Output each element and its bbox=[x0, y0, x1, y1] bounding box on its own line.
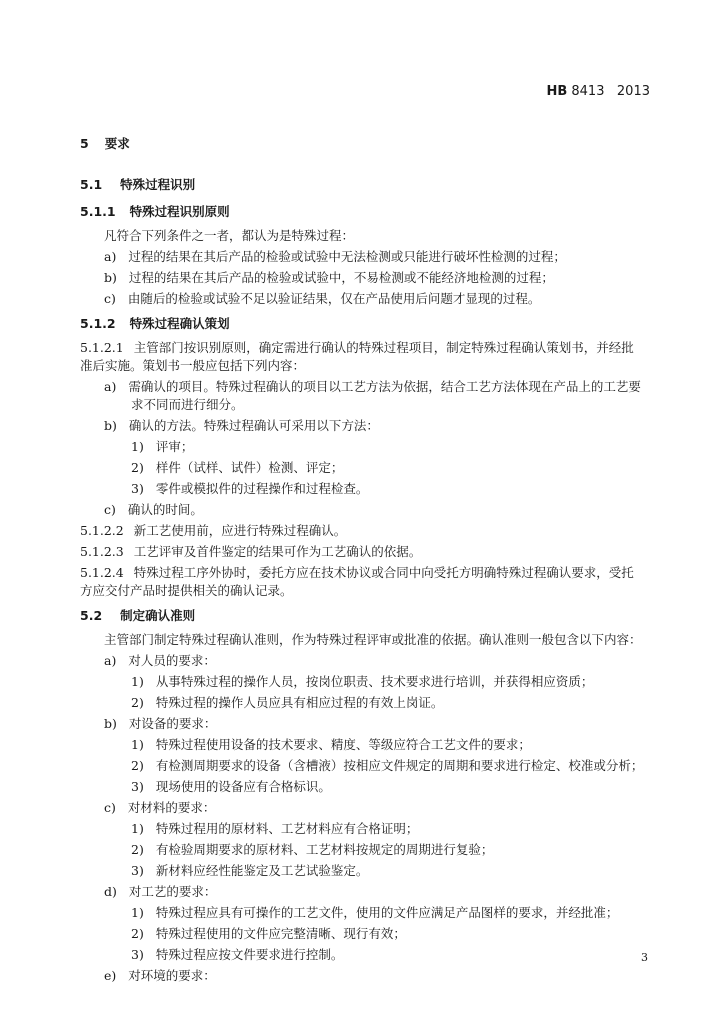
paragraph-line bbox=[104, 716, 216, 732]
clause-number: b) bbox=[104, 418, 117, 433]
paragraph-line bbox=[104, 379, 641, 395]
clause-number: b) bbox=[104, 716, 117, 731]
clause-text: 特殊过程使用的文件应完整清晰、现行有效； bbox=[155, 926, 406, 941]
clause-number: 1) bbox=[131, 905, 144, 920]
clause-number: 5.1.2.2 bbox=[80, 523, 124, 538]
clause-text: 评审； bbox=[155, 439, 194, 454]
section-heading bbox=[80, 608, 195, 624]
paragraph-line bbox=[131, 926, 406, 942]
paragraph-line bbox=[131, 779, 331, 795]
paragraph-line bbox=[131, 821, 418, 837]
clause-text: 特殊过程应具有可操作的工艺文件，使用的文件应满足产品图样的要求，并经批准； bbox=[155, 905, 619, 920]
clause-text: 确认的方法。特殊过程确认可采用以下方法： bbox=[128, 418, 379, 433]
clause-text: 对设备的要求： bbox=[128, 716, 217, 731]
clause-text: 零件或模拟件的过程操作和过程检查。 bbox=[155, 481, 369, 496]
clause-text: 新工艺使用前，应进行特殊过程确认。 bbox=[133, 523, 347, 538]
clause-text: 凡符合下列条件之一者，都认为是特殊过程： bbox=[104, 228, 355, 243]
clause-text: 有检验周期要求的原材料、工艺材料按规定的周期进行复验； bbox=[155, 842, 494, 857]
paragraph-line bbox=[131, 842, 493, 858]
clause-text: 方应交付产品时提供相关的确认记录。 bbox=[80, 583, 293, 598]
section-heading bbox=[80, 204, 230, 220]
paragraph-line bbox=[80, 523, 346, 539]
paragraph-line bbox=[80, 340, 634, 356]
clause-number: 5.1.2.3 bbox=[80, 544, 124, 559]
paragraph-line bbox=[131, 674, 593, 690]
paragraph-line bbox=[104, 884, 216, 900]
clause-text: 对人员的要求： bbox=[128, 653, 216, 668]
clause-text: 主管部门制定特殊过程确认准则，作为特殊过程评审或批准的依据。确认准则一般包含以下内容： bbox=[104, 632, 642, 647]
paragraph-line bbox=[80, 565, 634, 581]
clause-text: 准后实施。策划书一般应包括下列内容： bbox=[80, 358, 306, 373]
paragraph-line bbox=[104, 418, 379, 434]
clause-number: 2) bbox=[131, 758, 144, 773]
clause-number: 3) bbox=[131, 481, 144, 496]
clause-text: 特殊过程识别 bbox=[120, 177, 196, 192]
clause-number: e) bbox=[104, 968, 117, 983]
clause-text: 制定确认准则 bbox=[120, 608, 196, 623]
clause-number: 1) bbox=[131, 737, 144, 752]
clause-text: 求不同而进行细分。 bbox=[131, 397, 244, 412]
clause-number: 3) bbox=[131, 863, 144, 878]
paragraph-line bbox=[104, 249, 566, 265]
clause-number: 5.2 bbox=[80, 608, 103, 623]
clause-text: 特殊过程用的原材料、工艺材料应有合格证明； bbox=[155, 821, 419, 836]
standard-code: 8413 bbox=[571, 84, 605, 99]
clause-number: a) bbox=[104, 379, 117, 394]
clause-text: 特殊过程识别原则 bbox=[129, 204, 230, 219]
paragraph-line bbox=[131, 863, 368, 879]
paragraph-line bbox=[104, 632, 642, 648]
clause-number: 5.1.2.1 bbox=[80, 340, 124, 355]
clause-number: 5.1 bbox=[80, 177, 103, 192]
clause-number: 5.1.2.4 bbox=[80, 565, 124, 580]
clause-text: 主管部门按识别原则，确定需进行确认的特殊过程项目，制定特殊过程确认策划书，并经批 bbox=[133, 340, 634, 355]
clause-text: 要求 bbox=[104, 136, 130, 151]
paragraph-line bbox=[104, 502, 203, 518]
clause-number: 2) bbox=[131, 926, 144, 941]
clause-text: 现场使用的设备应有合格标识。 bbox=[155, 779, 331, 794]
paragraph-line bbox=[104, 968, 216, 984]
paragraph-line bbox=[104, 800, 215, 816]
clause-text: 需确认的项目。特殊过程确认的项目以工艺方法为依据，结合工艺方法体现在产品上的工艺要 bbox=[128, 379, 641, 394]
clause-number: 3) bbox=[131, 779, 144, 794]
clause-number: 3) bbox=[131, 947, 144, 962]
clause-text: 特殊过程使用设备的技术要求、精度、等级应符合工艺文件的要求； bbox=[155, 737, 531, 752]
clause-text: 特殊过程的操作人员应具有相应过程的有效上岗证。 bbox=[155, 695, 444, 710]
clause-text: 特殊过程工序外协时，委托方应在技术协议或合同中向受托方明确特殊过程确认要求，受托 bbox=[133, 565, 634, 580]
section-heading bbox=[80, 316, 230, 332]
clause-number: b) bbox=[104, 270, 117, 285]
clause-number: 1) bbox=[131, 674, 144, 689]
paragraph-line bbox=[131, 397, 244, 413]
paragraph-line bbox=[131, 905, 618, 921]
paragraph-line bbox=[80, 544, 421, 560]
clause-text: 特殊过程应按文件要求进行控制。 bbox=[155, 947, 344, 962]
clause-number: 1) bbox=[131, 821, 144, 836]
clause-text: 对工艺的要求： bbox=[128, 884, 217, 899]
paragraph-line bbox=[131, 947, 343, 963]
clause-number: 2) bbox=[131, 842, 144, 857]
clause-text: 新材料应经性能鉴定及工艺试验鉴定。 bbox=[155, 863, 369, 878]
clause-number: 5.1.2 bbox=[80, 316, 116, 331]
clause-text: 样件（试样、试件）检测、评定； bbox=[155, 460, 344, 475]
clause-number: 2) bbox=[131, 695, 144, 710]
paragraph-line bbox=[131, 460, 343, 476]
clause-text: 工艺评审及首件鉴定的结果可作为工艺确认的依据。 bbox=[133, 544, 422, 559]
paragraph-line bbox=[104, 228, 354, 244]
standard-prefix: HB bbox=[546, 84, 568, 99]
clause-number: 2) bbox=[131, 460, 144, 475]
clause-number: d) bbox=[104, 884, 117, 899]
clause-text: 从事特殊过程的操作人员，按岗位职责、技术要求进行培训，并获得相应资质； bbox=[155, 674, 594, 689]
clause-number: a) bbox=[104, 249, 117, 264]
clause-text: 特殊过程确认策划 bbox=[129, 316, 230, 331]
standard-year: 2013 bbox=[616, 84, 650, 99]
clause-number: 5.1.1 bbox=[80, 204, 116, 219]
paragraph-line bbox=[131, 737, 531, 753]
clause-text: 确认的时间。 bbox=[127, 502, 203, 517]
page-header bbox=[546, 84, 650, 99]
clause-number: c) bbox=[104, 800, 116, 815]
page-number: 3 bbox=[641, 951, 648, 964]
clause-number: c) bbox=[104, 291, 116, 306]
clause-text: 对材料的要求： bbox=[127, 800, 216, 815]
clause-number: c) bbox=[104, 502, 116, 517]
paragraph-line bbox=[80, 583, 293, 599]
paragraph-line bbox=[80, 358, 305, 374]
paragraph-line bbox=[104, 291, 540, 307]
clause-text: 过程的结果在其后产品的检验或试验中，不易检测或不能经济地检测的过程； bbox=[128, 270, 554, 285]
section-heading bbox=[80, 177, 195, 193]
clause-text: 过程的结果在其后产品的检验或试验中无法检测或只能进行破坏性检测的过程； bbox=[128, 249, 566, 264]
paragraph-line bbox=[104, 653, 216, 669]
paragraph-line bbox=[131, 695, 443, 711]
clause-number: 5 bbox=[80, 136, 89, 151]
clause-number: a) bbox=[104, 653, 117, 668]
paragraph-line bbox=[131, 758, 643, 774]
clause-text: 有检测周期要求的设备（含槽液）按相应文件规定的周期和要求进行检定、校准或分析； bbox=[155, 758, 644, 773]
clause-text: 对环境的要求： bbox=[128, 968, 216, 983]
paragraph-line bbox=[104, 270, 554, 286]
paragraph-line bbox=[131, 439, 193, 455]
paragraph-line bbox=[131, 481, 368, 497]
clause-number: 1) bbox=[131, 439, 144, 454]
clause-text: 由随后的检验或试验不足以验证结果，仅在产品使用后问题才显现的过程。 bbox=[127, 291, 541, 306]
section-heading bbox=[80, 136, 130, 152]
